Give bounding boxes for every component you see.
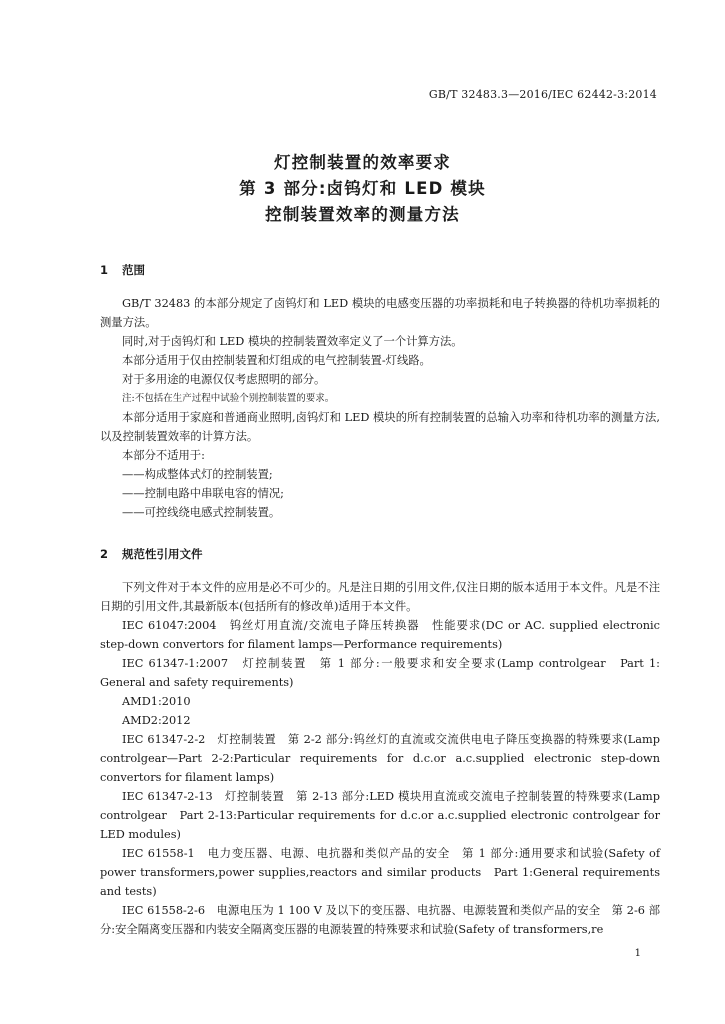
section-1-title: 范围 (122, 263, 146, 277)
title-line-1: 灯控制装置的效率要求 (274, 153, 451, 172)
paragraph: 同时,对于卤钨灯和 LED 模块的控制装置效率定义了一个计算方法。 (122, 335, 463, 348)
paragraph: 本部分不适用于: (122, 449, 205, 462)
section-2-title: 规范性引用文件 (122, 547, 203, 561)
paragraph: 下列文件对于本文件的应用是必不可少的。凡是注日期的引用文件,仅注日期的版本适用于本文件。凡是不注日期的引用文件,其最新版本(包括所有的修改单)适用于本文件。 (100, 581, 660, 613)
reference-item: IEC 61347-2-2 灯控制装置 第 2-2 部分:钨丝灯的直流或交流供电电子降压变换器的特殊要求(Lamp controlgear—Part 2-2:Particular requirements for d.c.or a.c.supplied electronic step-down convertors for filament lamps) (100, 733, 660, 784)
section-2-body (100, 578, 660, 939)
paragraph: 本部分适用于仅由控制装置和灯组成的电气控制装置-灯线路。 (122, 354, 431, 367)
page-number: 1 (634, 948, 641, 959)
list-item: ——控制电路中串联电容的情况; (122, 487, 284, 500)
reference-item: IEC 61558-2-6 电源电压为 1 100 V 及以下的变压器、电抗器、电源装置和类似产品的安全 第 2-6 部分:安全隔离变压器和内装安全隔离变压器的电源装置的特殊要求和试验(Safety of transformers,re (100, 904, 660, 936)
paragraph: 对于多用途的电源仅仅考虑照明的部分。 (122, 373, 326, 386)
section-1-number: 1 (100, 263, 109, 277)
section-1-body (100, 294, 660, 522)
section-2-number: 2 (100, 547, 109, 561)
note: 注:不包括在生产过程中试验个别控制装置的要求。 (122, 393, 335, 404)
paragraph: GB/T 32483 的本部分规定了卤钨灯和 LED 模块的电感变压器的功率损耗和电子转换器的待机功率损耗的测量方法。 (100, 297, 660, 329)
reference-item: IEC 61347-2-13 灯控制装置 第 2-13 部分:LED 模块用直流或交流电子控制装置的特殊要求(Lamp controlgear Part 2-13:Particular requirements for d.c.or a.c.supplied electronic controlgear for LED modules) (100, 790, 660, 841)
paragraph: 本部分适用于家庭和普通商业照明,卤钨灯和 LED 模块的所有控制装置的总输入功率和待机功率的测量方法,以及控制装置效率的计算方法。 (100, 411, 660, 443)
section-2-heading (100, 546, 203, 562)
list-item: ——构成整体式灯的控制装置; (122, 468, 273, 481)
reference-item: AMD2:2012 (122, 714, 191, 727)
document-title (0, 150, 725, 228)
reference-item: AMD1:2010 (122, 695, 191, 708)
reference-item: IEC 61558-1 电力变压器、电源、电抗器和类似产品的安全 第 1 部分:通用要求和试验(Safety of power transformers,power supplies,reactors and similar products Part 1:General requirements and tests) (100, 847, 660, 898)
reference-item: IEC 61347-1:2007 灯控制装置 第 1 部分:一般要求和安全要求(Lamp controlgear Part 1: General and safety requirements) (100, 657, 660, 689)
title-line-2: 第 3 部分:卤钨灯和 LED 模块 (239, 179, 486, 198)
reference-item: IEC 61047:2004 钨丝灯用直流/交流电子降压转换器 性能要求(DC or AC. supplied electronic step-down convertors for filament lamps—Performance requirements) (100, 619, 660, 651)
title-line-3: 控制装置效率的测量方法 (265, 205, 460, 224)
list-item: ——可控线绕电感式控制装置。 (122, 506, 281, 519)
section-1-heading (100, 262, 145, 278)
standard-number-header: GB/T 32483.3—2016/IEC 62442-3:2014 (428, 88, 657, 101)
